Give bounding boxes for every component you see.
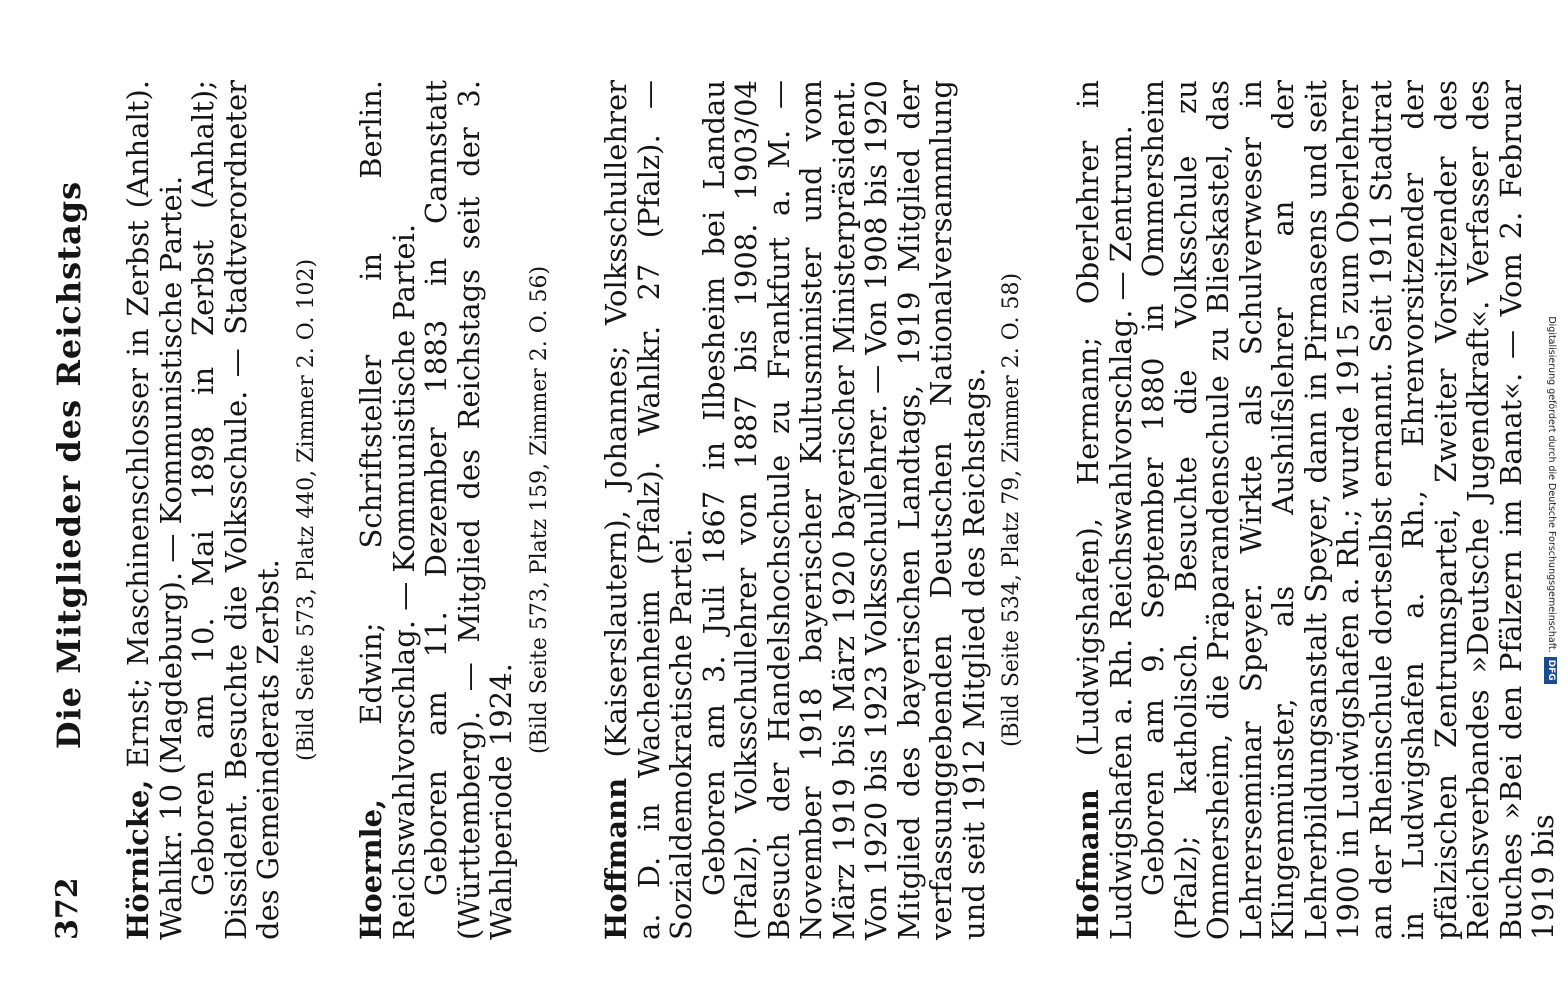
- running-head: Die Mitglieder des Reichstags: [50, 180, 88, 750]
- page-number: 372: [50, 877, 85, 940]
- digitization-credit: [1540, 5, 1562, 995]
- member-reference: (Bild Seite 534, Platz 79, Zimmer 2. O. 58): [999, 272, 1024, 748]
- member-bio: Geboren am 10. Mai 1898 in Zerbst (Anhalt); Dissident. Besuchte die Volksschule. — Stadtverordneter des Gemeinderats Zerbst.: [186, 80, 285, 940]
- member-reference: (Bild Seite 573, Platz 159, Zimmer 2. O. 56): [526, 265, 552, 755]
- member-intro: (Ludwigshafen), Hermann; Oberlehrer in Ludwigshafen a. Rh. Reichswahlvorschlag. — Zentrum.: [1071, 80, 1138, 940]
- member-entry: [122, 80, 323, 940]
- credit-text: Digitalisierung gefördert durch die Deutsche Forschungsgemeinschaft.: [1546, 316, 1557, 653]
- member-name: Hofmann: [1071, 789, 1105, 940]
- member-intro: Ernst; Maschinenschlosser in Zerbst (Anhalt). Wahlkr. 10 (Magdeburg). — Kommunistische Partei.: [121, 80, 188, 940]
- member-name: Hoernle,: [354, 798, 388, 940]
- member-name: Hoffmann: [599, 777, 633, 940]
- member-intro: (Kaiserslautern), Johannes; Volksschullehrer a. D. in Wachenheim (Pfalz). Wahlkr. 27 (Pfalz). — Sozialdemokratische Partei.: [599, 80, 698, 940]
- member-bio: Geboren am 3. Juli 1867 in Ilbesheim bei Landau (Pfalz). Volksschullehrer von 1887 bis 1908. 1903/04 Besuch der Handelshochschule zu Frankfurt a. M. — November 1918 bayerischer Kultusminister und vom März 1919 bis März 1920 bayerischer Ministerpräsident. Von 1920 bis 1923 Volksschullehrer. — Von 1908 bis 1920 Mitglied des bayerischen Landtags, 1919 Mitglied der verfassunggebenden Deutschen Nationalversammlung und seit 1912 Mitglied des Reichstags.: [696, 80, 991, 940]
- member-bio: Geboren am 11. Dezember 1883 in Cannstatt (Württemberg). — Mitglied des Reichstags seit der 3. Wahlperiode 1924.: [419, 80, 518, 940]
- member-name: Hörnicke,: [121, 779, 155, 940]
- member-intro: Edwin; Schriftsteller in Berlin. Reichswahlvorschlag. — Kommunistische Partei.: [354, 80, 421, 940]
- dfg-logo: DFG: [1544, 657, 1557, 684]
- member-entry: [1072, 80, 1560, 940]
- member-reference: (Bild Seite 573, Platz 440, Zimmer 2. O. 102): [293, 258, 319, 762]
- member-entry: [600, 80, 1029, 940]
- member-bio: Geboren am 9. September 1880 in Ommersheim (Pfalz); katholisch. Besuchte die Volksschule zu Ommersheim, die Präparandenschule zu Blieskastel, das Lehrerseminar Speyer. Wirkte als Schulverweser in Klingenmünster, als Aushilfslehrer an der Lehrerbildungsanstalt Speyer, dann in Pirmasens und seit 1900 in Ludwigshafen a. Rh.; wurde 1915 zum Oberlehrer an der Rheinschule dortselbst ernannt. Seit 1911 Stadtrat in Ludwigshafen a. Rh., Ehrenvorsitzender der pfälzischen Zentrumspartei, Zweiter Vorsitzender des Reichsverbandes »Deutsche Jugendkraft«. Verfasser des Buches »Bei den Pfälzern im Banat«. — Vom 2. Februar 1919 bis: [1136, 80, 1560, 940]
- member-entry: [355, 80, 556, 940]
